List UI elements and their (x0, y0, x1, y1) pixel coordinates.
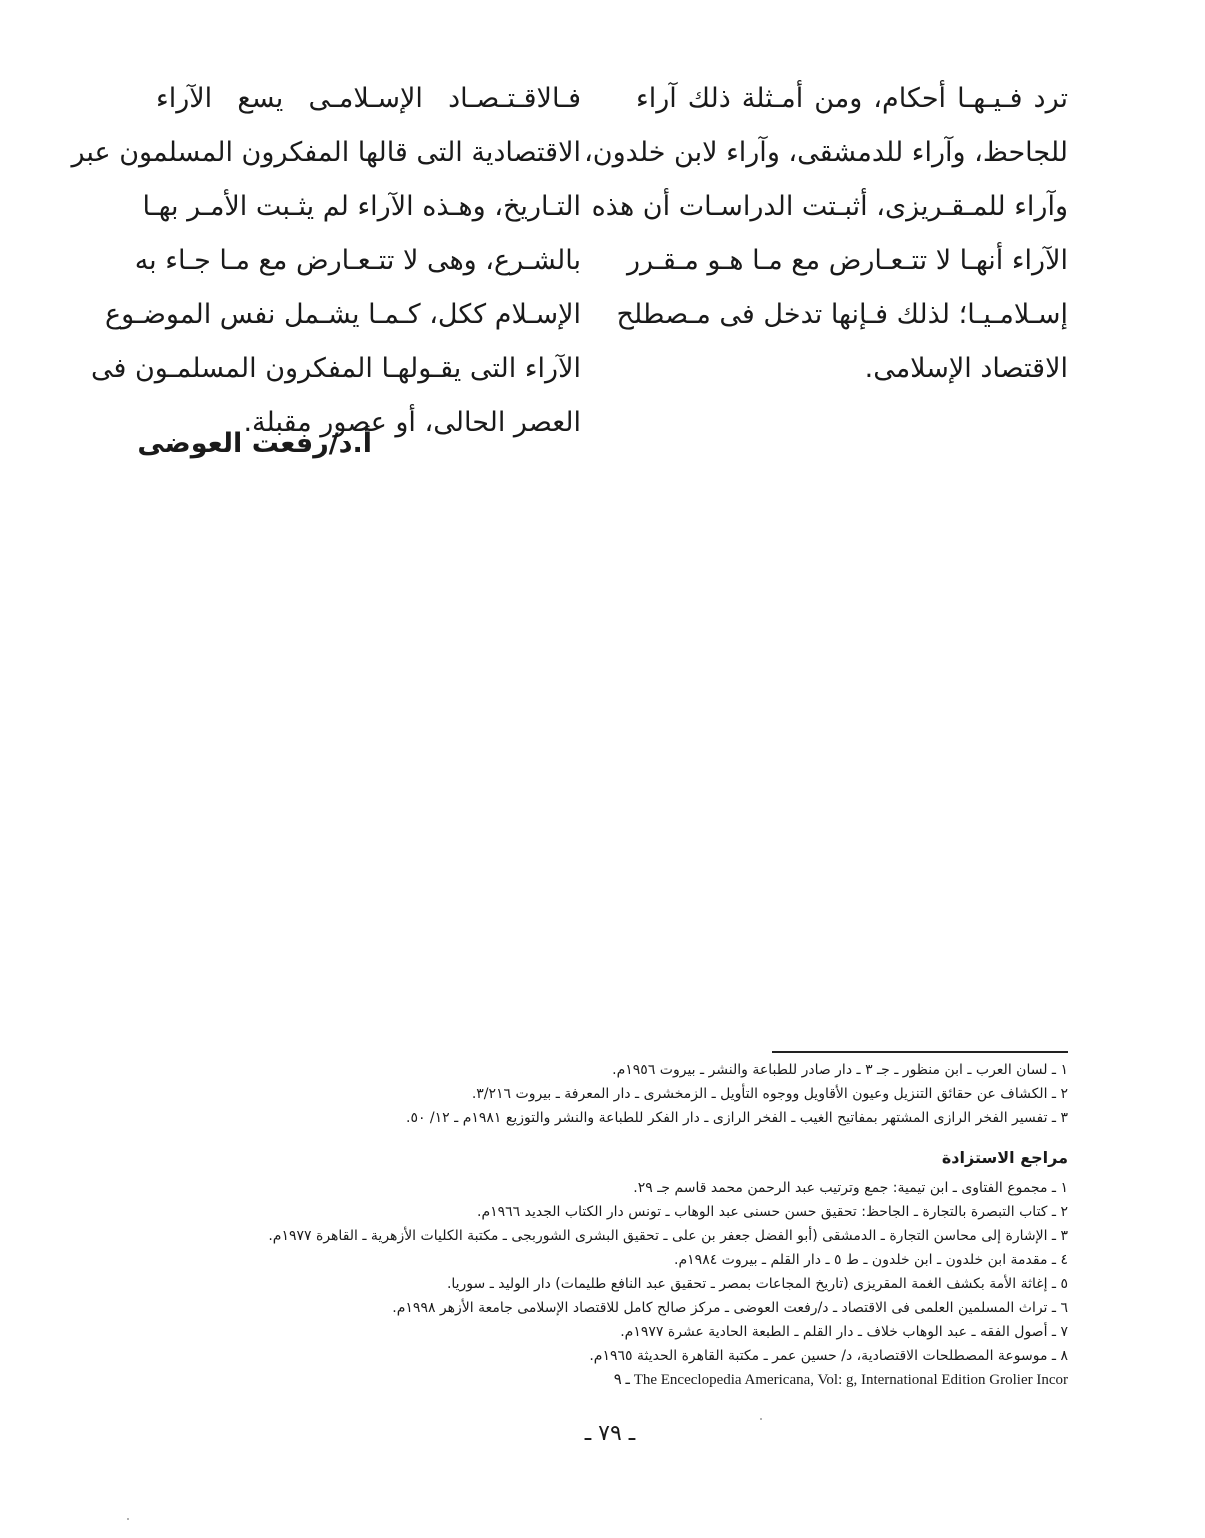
reference-item: ٣ ـ الإشارة إلى محاسن التجارة ـ الدمشقى (أبو الفضل جعفر بن على ـ تحقيق البشرى الشوربجى ـ مكتبة الكليات الأزهرية ـ القاهرة ١٩٧٧م. (268, 1228, 1068, 1244)
reference-item: The Enceclopedia Americana, Vol: g, International Edition Grolier Incor ـ ٩ (613, 1372, 1068, 1388)
footnotes-list (308, 1058, 1068, 1130)
article-line: ترد فـيـهـا أحكام، ومن أمـثلة ذلك آراء (636, 83, 1068, 114)
page-number: ـ ٧٩ ـ (584, 1421, 636, 1446)
reference-item: ٦ ـ تراث المسلمين العلمى فى الاقتصاد ـ د/رفعت العوضى ـ مركز صالح كامل للاقتصاد الإسلامى جامعة الأزهر ١٩٩٨م. (392, 1300, 1068, 1316)
footnote-item: ١ ـ لسان العرب ـ ابن منظور ـ جـ ٣ ـ دار صادر للطباعة والنشر ـ بيروت ١٩٥٦م. (612, 1062, 1068, 1078)
author-signature: أ.د/رفعت العوضى (137, 428, 372, 459)
article-line: الآراء أنهـا لا تتـعـارض مع مـا هـو مـقـرر (626, 245, 1068, 276)
further-reading-heading: مراجع الاستزادة (941, 1148, 1068, 1167)
article-line: وآراء للمـقـريزى، أثبـتت الدراسـات أن هذه (591, 191, 1068, 222)
footnote-item: ٣ ـ تفسير الفخر الرازى المشتهر بمفاتيح الغيب ـ الفخر الرازى ـ دار الفكر للطباعة والنشر والتوزيع ١٩٨١م ـ ١٢/ ٥٠. (405, 1110, 1068, 1126)
reference-item: ٧ ـ أصول الفقه ـ عبد الوهاب خلاف ـ دار القلم ـ الطبعة الحادية عشرة ١٩٧٧م. (620, 1324, 1068, 1340)
reference-item: ٥ ـ إغاثة الأمة بكشف الغمة المقريزى (تاريخ المجاعات بمصر ـ تحقيق عبد النافع طليمات) دار الوليد ـ سوريا. (446, 1276, 1068, 1292)
reference-item: ١ ـ مجموع الفتاوى ـ ابن تيمية: جمع وترتيب عبد الرحمن محمد قاسم جـ ٢٩. (633, 1180, 1068, 1196)
article-line: الإسـلام ككل، كـمـا يشـمل نفس الموضـوع (105, 299, 581, 330)
scan-speck (760, 1418, 762, 1420)
article-line: الآراء التى يقـولهـا المفكرون المسلمـون فى (90, 353, 581, 384)
scan-speck (127, 1518, 129, 1520)
further-reading-list (168, 1176, 1068, 1392)
reference-item: ٤ ـ مقدمة ابن خلدون ـ ابن خلدون ـ ط ٥ ـ دار القلم ـ بيروت ١٩٨٤م. (674, 1252, 1068, 1268)
reference-item: ٨ ـ موسوعة المصطلحات الاقتصادية، د/ حسين عمر ـ مكتبة القاهرة الحديثة ١٩٦٥م. (589, 1348, 1068, 1364)
footnote-item: ٢ ـ الكشاف عن حقائق التنزيل وعيون الأقاويل ووجوه التأويل ـ الزمخشرى ـ دار المعرفة ـ بيروت ٣/٢١٦. (471, 1086, 1068, 1102)
article-line: التـاريخ، وهـذه الآراء لم يثـبت الأمـر بهـا (142, 191, 581, 222)
article-line: العصر الحالى، أو عصور مقبلة. (243, 407, 581, 438)
article-line: للجاحظ، وآراء للدمشقى، وآراء لابن خلدون، (584, 137, 1068, 168)
article-line: فـالاقـتـصـاد الإسـلامـى يسع الآراء (156, 83, 581, 114)
article-column-left (71, 72, 581, 450)
article-column-right (584, 72, 1068, 396)
footnote-divider (772, 1051, 1068, 1053)
article-line: إسـلامـيـا؛ لذلك فـإنها تدخل فى مـصطلح (616, 299, 1068, 330)
article-line: الاقتصادية التى قالها المفكرون المسلمون عبر (71, 137, 581, 168)
article-line: بالشـرع، وهى لا تتـعـارض مع مـا جـاء به (134, 245, 581, 276)
reference-item: ٢ ـ كتاب التبصرة بالتجارة ـ الجاحظ: تحقيق حسن حسنى عبد الوهاب ـ تونس دار الكتاب الجديد ١٩٦٦م. (477, 1204, 1068, 1220)
article-line: الاقتصاد الإسلامى. (864, 353, 1068, 384)
